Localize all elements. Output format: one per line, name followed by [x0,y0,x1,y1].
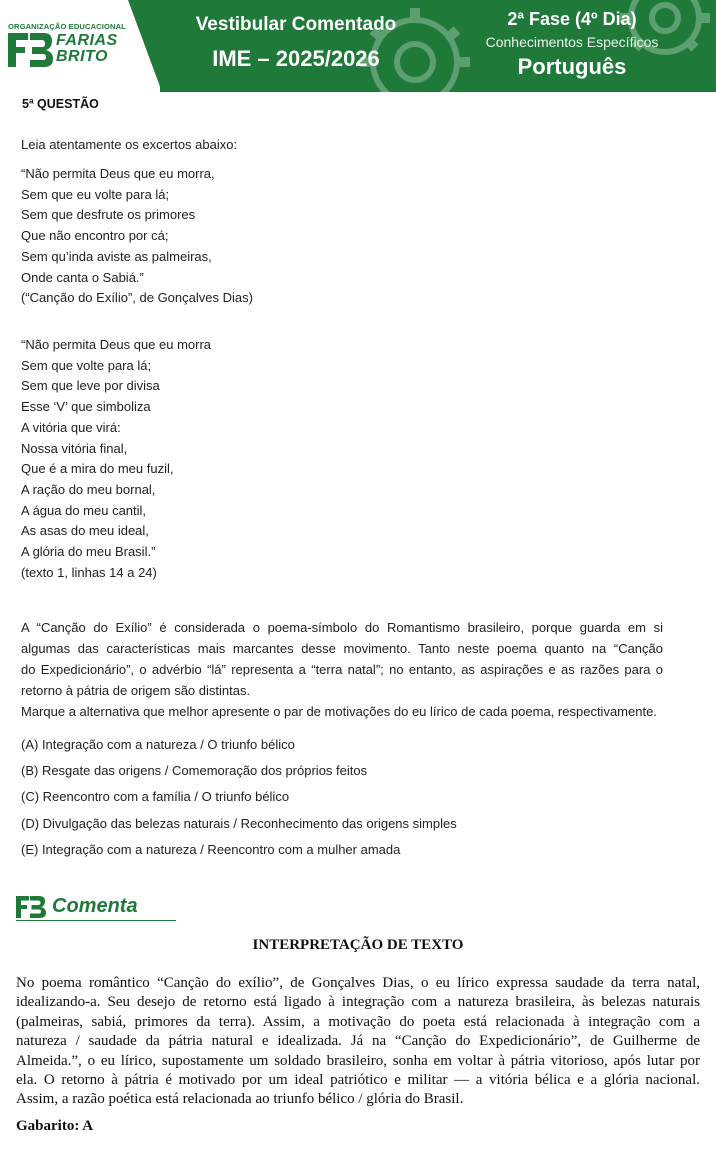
comenta-label: Comenta [52,895,138,917]
poem-line: “Não permita Deus que eu morra, [21,166,215,181]
header-phase: 2ª Fase (4º Dia) [507,9,637,29]
comment-line: Assim, a razão poética está relacionada ao triunfo bélico / glória do Brasil. [16,1091,464,1108]
comment-line: natureza / saudade da pátria natural e idealizada. Já na “Canção do Expedicionário”, de Guilherme de [16,1033,700,1050]
poem-excerpt-1 [21,164,253,309]
header-subject: Português [517,54,627,79]
question-intro: Leia atentamente os excertos abaixo: [21,137,238,152]
comenta-banner [16,895,176,923]
poem-line: As asas do meu ideal, [21,523,149,539]
poem-line: Que não encontro por cá; [21,228,169,244]
fb-logo-icon [16,896,46,918]
poem-line: Sem que leve por divisa [21,378,160,394]
poem-line: Sem que eu volte para lá; [21,186,170,202]
statement-line: Marque a alternativa que melhor apresente o par de motivações do eu lírico de cada poema, respectivamente. [21,704,657,719]
question-statement [21,617,663,722]
option-e: (E) Integração com a natureza / Reencontro com a mulher amada [21,841,401,857]
poem-line: A glória do meu Brasil.” [21,544,156,560]
header-title: Vestibular Comentado [195,14,397,35]
header-band-edge [128,0,162,92]
poem-source: (“Canção do Exílio”, de Gonçalves Dias) [21,290,253,306]
comenta-underline [16,920,176,921]
comment-line: ela. O retorno à pátria é motivado por um ideal patriótico e militar — a vitória bélica e a glória nacional. [16,1072,700,1089]
comment-line: (palmeiras, sabiá, primores da terra). Assim, a motivação do poeta está relacionada à integração com a [16,1013,700,1030]
poem-line: Onde canta o Sabiá.” [21,269,144,285]
poem-line: Que é a mira do meu fuzil, [21,461,174,477]
brand-name-line2: BRITO [56,48,108,65]
poem-line: A água do meu cantil, [21,502,147,518]
poem-line: Sem que desfrute os primores [21,207,196,223]
comment-line: Almeida.”, o eu lírico, supostamente um soldado brasileiro, sonha em voltar à pátria vitorioso, após lutar por [16,1052,700,1069]
option-d: (D) Divulgação das belezas naturais / Reconhecimento das origens simples [21,815,457,831]
statement-line: A “Canção do Exílio” é considerada o poema-símbolo do Romantismo brasileiro, porque guarda em si [21,620,663,635]
statement-line: do Expedicionário”, o advérbio “lá” representa a “terra natal”; no entanto, as aspirações e as razões para o [21,662,663,677]
comment-line: idealizando-a. Seu desejo de retorno está ligado à integração com a natureza brasileira, às belezas naturais [16,994,700,1011]
fb-logo-icon [8,33,54,67]
poem-line: Sem que volte para lá; [21,357,152,373]
poem-line: A vitória que virá: [21,419,121,435]
option-a: (A) Integração com a natureza / O triunfo bélico [21,737,295,752]
comment-body [16,974,700,1110]
poem-excerpt-2 [21,335,211,583]
statement-line: algumas das características mais marcantes desse movimento. Tanto neste poema quanto na “Canção [21,641,663,656]
answer-key: Gabarito: A [16,1118,94,1134]
header-section: Conhecimentos Específicos [485,34,659,50]
brand-name-line1: FARIAS [56,32,118,49]
brand-logo [8,22,128,70]
question-title: 5ª QUESTÃO [22,97,99,111]
statement-line: retorno à pátria de origem são distintas. [21,683,251,698]
poem-line: Sem qu’inda aviste as palmeiras, [21,248,212,264]
poem-line: Esse ‘V’ que simboliza [21,399,151,415]
poem-source: (texto 1, linhas 14 a 24) [21,564,157,580]
option-b: (B) Resgate das origens / Comemoração dos próprios feitos [21,763,368,779]
comment-line: No poema romântico “Canção do exílio”, de Gonçalves Dias, o eu lírico expressa saudade da terra natal, [16,975,700,991]
org-label: ORGANIZAÇÃO EDUCACIONAL [8,22,126,31]
poem-line: A ração do meu bornal, [21,481,156,497]
comment-heading: INTERPRETAÇÃO DE TEXTO [252,937,464,953]
answer-options [21,735,457,866]
header-exam: IME – 2025/2026 [212,46,380,71]
poem-line: Nossa vitória final, [21,440,128,456]
page-header [0,0,716,92]
poem-line: “Não permita Deus que eu morra [21,337,212,352]
option-c: (C) Reencontro com a família / O triunfo bélico [21,789,290,805]
